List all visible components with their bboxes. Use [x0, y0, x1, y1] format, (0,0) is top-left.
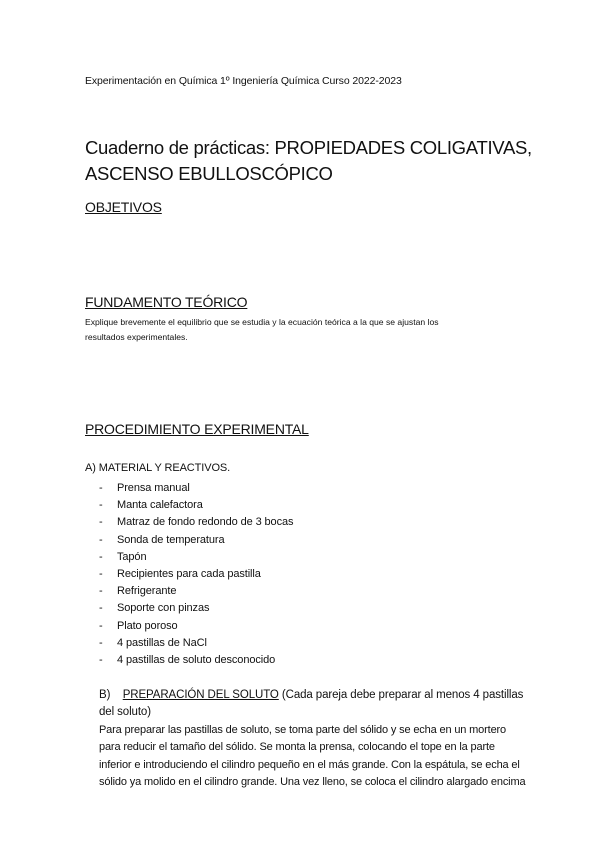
- preparacion-heading: PREPARACIÓN DEL SOLUTO: [122, 689, 279, 701]
- list-dash: -: [99, 567, 103, 580]
- material-list: [99, 480, 293, 669]
- document-header: Experimentación en Química 1º Ingeniería Química Curso 2022-2023: [85, 75, 402, 87]
- list-item: [99, 566, 293, 583]
- list-item-text: 4 pastillas de soluto desconocido: [117, 653, 276, 666]
- list-dash: -: [99, 516, 103, 529]
- document-title-line2: ASCENSO EBULLOSCÓPICO: [85, 163, 333, 184]
- fundamento-text-line1: Explique brevemente el equilibrio que se estudia y la ecuación teórica a la que se ajustan los: [85, 317, 439, 327]
- preparacion-note: (Cada pareja debe preparar al menos 4 pastillas: [281, 689, 524, 701]
- list-item-text: Recipientes para cada pastilla: [117, 567, 261, 580]
- fundamento-text-line2: resultados experimentales.: [85, 332, 188, 342]
- list-item-text: Sonda de temperatura: [117, 533, 225, 546]
- list-dash: -: [99, 619, 103, 632]
- list-item-text: Refrigerante: [117, 585, 177, 598]
- document-title-line1: Cuaderno de prácticas: PROPIEDADES COLIGATIVAS,: [85, 137, 532, 158]
- preparacion-paragraph: [99, 722, 559, 791]
- list-item: [99, 532, 293, 549]
- list-item: [99, 497, 293, 514]
- list-item: [99, 583, 293, 600]
- section-procedimiento: PROCEDIMIENTO EXPERIMENTAL: [85, 421, 309, 437]
- list-dash: -: [99, 499, 103, 512]
- preparacion-heading-row: [99, 689, 523, 701]
- paragraph-line: inferior e introduciendo el cilindro pequeño en el más grande. Con la espátula, se echa el: [99, 758, 520, 771]
- list-item: [99, 635, 293, 652]
- preparacion-label: B): [99, 689, 111, 701]
- paragraph-line: sólido ya molido en el cilindro grande. Una vez lleno, se coloca el cilindro alargado encima: [99, 775, 526, 788]
- list-item-text: 4 pastillas de NaCl: [117, 636, 207, 649]
- list-item: [99, 549, 293, 566]
- paragraph-line: para reducir el tamaño del sólido. Se monta la prensa, colocando el tope en la parte: [99, 741, 495, 754]
- list-dash: -: [99, 636, 103, 649]
- list-dash: -: [99, 653, 103, 666]
- list-item-text: Prensa manual: [117, 482, 190, 494]
- list-item: [99, 618, 293, 635]
- list-item: [99, 600, 293, 617]
- list-item-text: Manta calefactora: [117, 499, 203, 512]
- section-objetivos: OBJETIVOS: [85, 199, 162, 215]
- list-dash: -: [99, 550, 103, 563]
- list-item-text: Tapón: [117, 550, 147, 563]
- list-dash: -: [99, 533, 103, 546]
- list-item: [99, 514, 293, 531]
- list-dash: -: [99, 585, 103, 598]
- list-item: [99, 480, 293, 497]
- list-item-text: Matraz de fondo redondo de 3 bocas: [117, 516, 294, 529]
- list-item-text: Plato poroso: [117, 619, 178, 632]
- list-item: [99, 652, 293, 669]
- paragraph-line: Para preparar las pastillas de soluto, se toma parte del sólido y se echa en un mortero: [99, 724, 507, 736]
- list-dash: -: [99, 482, 103, 494]
- list-item-text: Soporte con pinzas: [117, 602, 210, 615]
- preparacion-note-cont: del soluto): [99, 706, 151, 718]
- list-dash: -: [99, 602, 103, 615]
- section-fundamento: FUNDAMENTO TEÓRICO: [85, 294, 248, 310]
- material-heading: A) MATERIAL Y REACTIVOS.: [85, 462, 231, 474]
